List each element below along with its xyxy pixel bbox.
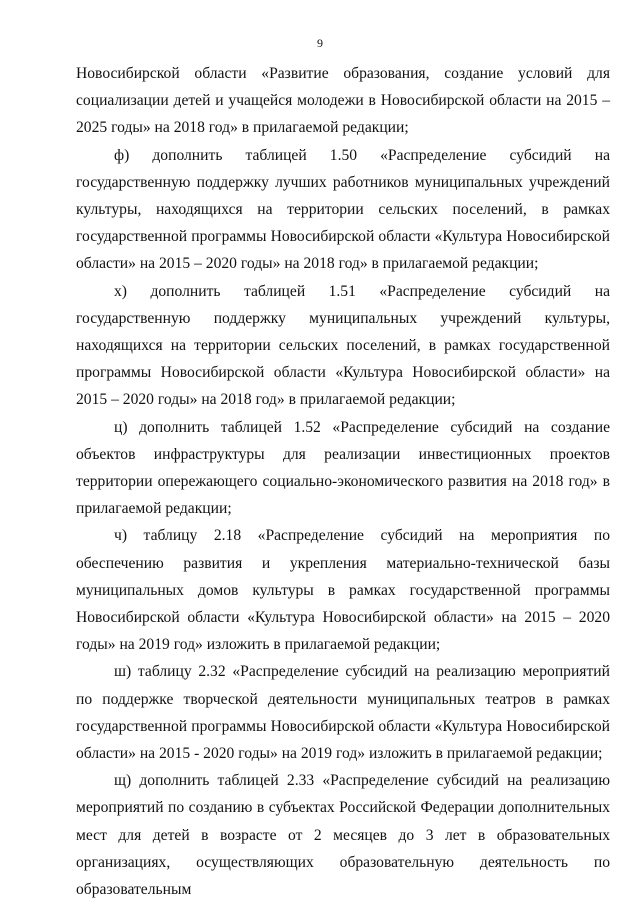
paragraph-item-ts: ц) дополнить таблицей 1.52 «Распределение субсидий на создание объектов инфраструктуры для реализации инвестиционных проектов территории опережающего социально-экономического развития на 2018 год» в прилагаемой редакции; xyxy=(76,418,610,518)
paragraph-item-shch: щ) дополнить таблицей 2.33 «Распределение субсидий на реализацию мероприятий по созданию в субъектах Российской Федерации дополнительных мест для детей в возрасте от 2 месяцев до 3 лет в образовательных организациях, осуществляющих образовательную деятельность по образовательным xyxy=(76,772,610,899)
document-body xyxy=(76,60,610,903)
paragraph-item-kh: х) дополнить таблицей 1.51 «Распределение субсидий на государственную поддержку муниципальных учреждений культуры, находящихся на территории сельских поселений, в рамках государственной программы Новосибирской области «Культура Новосибирской области» на 2015 – 2020 годы» на 2018 год» в прилагаемой редакции; xyxy=(76,282,610,409)
page-number: 9 xyxy=(317,36,323,50)
paragraph-item-sh: ш) таблицу 2.32 «Распределение субсидий на реализацию мероприятий по поддержке творческой деятельности муниципальных театров в рамках государственной программы Новосибирской области «Культура Новосибирской области» на 2015 - 2020 годы» на 2019 год» изложить в прилагаемой редакции; xyxy=(76,663,610,763)
paragraph-item-ch: ч) таблицу 2.18 «Распределение субсидий на мероприятия по обеспечению развития и укрепления материально-технической базы муниципальных домов культуры в рамках государственной программы Новосибирской области «Культура Новосибирской области» на 2015 – 2020 годы» на 2019 год» изложить в прилагаемой редакции; xyxy=(76,527,610,654)
paragraph-continuation: Новосибирской области «Развитие образования, создание условий для социализации детей и учащейся молодежи в Новосибирской области на 2015 – 2025 годы» на 2018 год» в прилагаемой редакции; xyxy=(76,65,610,137)
paragraph-item-f: ф) дополнить таблицей 1.50 «Распределение субсидий на государственную поддержку лучших работников муниципальных учреждений культуры, находящихся на территории сельских поселений, в рамках государственной программы Новосибирской области «Культура Новосибирской области» на 2015 – 2020 годы» на 2018 год» в прилагаемой редакции; xyxy=(76,146,610,273)
